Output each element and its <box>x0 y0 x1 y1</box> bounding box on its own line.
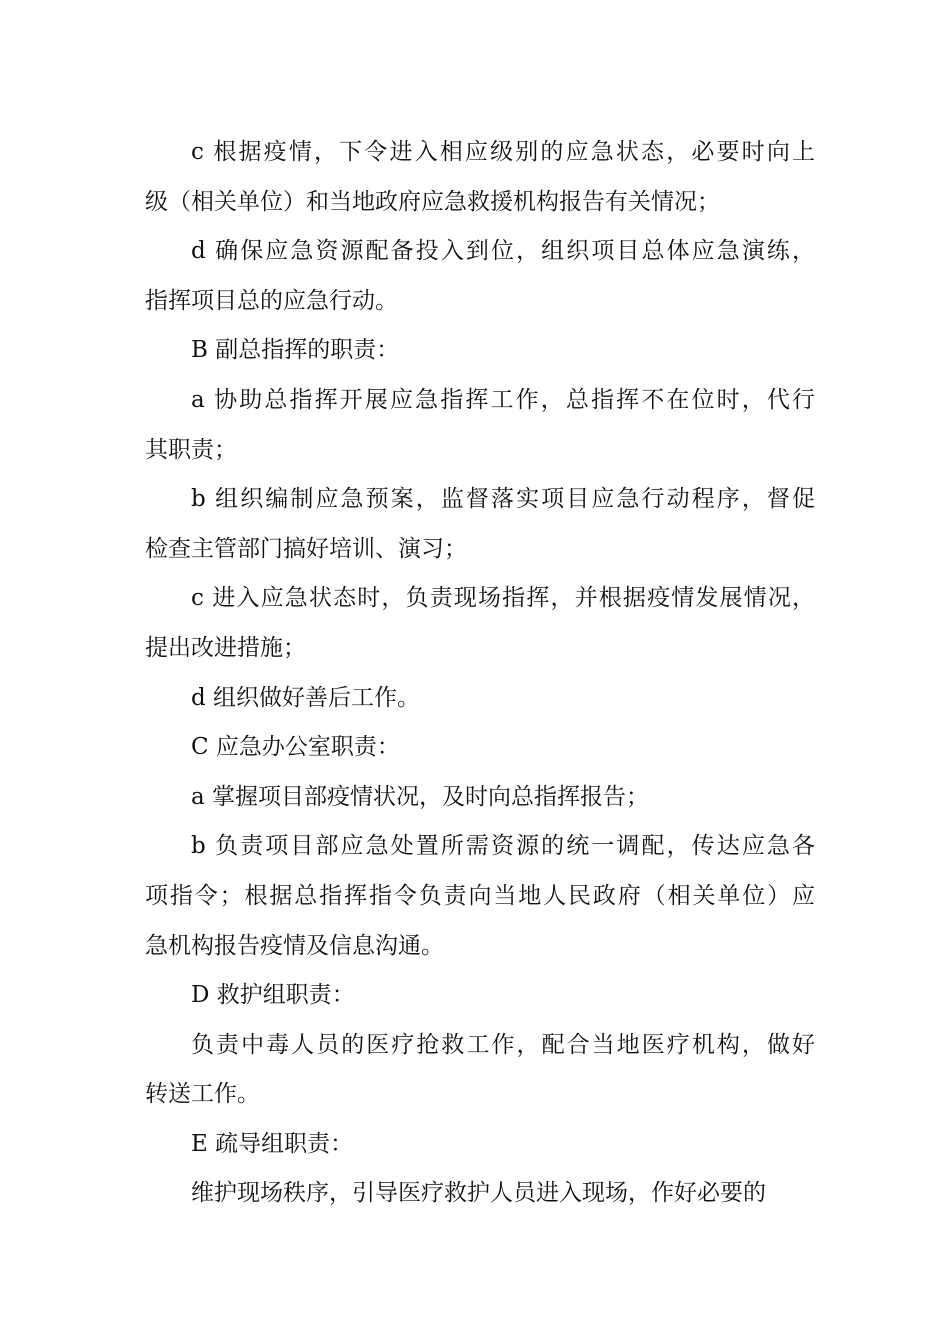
paragraph <box>145 822 815 971</box>
document-body <box>145 128 815 1219</box>
paragraph-line: 维护现场秩序，引导医疗救护人员进入现场，作好必要的 <box>191 1180 766 1207</box>
paragraph-line: c 进入应急状态时，负责现场指挥，并根据疫情发展情况， <box>191 585 815 612</box>
paragraph-line: 级（相关单位）和当地政府应急救援机构报告有关情况； <box>145 188 720 215</box>
paragraph-line: d 确保应急资源配备投入到位，组织项目总体应急演练， <box>191 238 815 265</box>
paragraph-line: C 应急办公室职责： <box>191 734 400 761</box>
paragraph <box>145 376 815 475</box>
paragraph <box>145 128 815 227</box>
paragraph <box>145 971 815 1021</box>
paragraph-line: b 负责项目部应急处置所需资源的统一调配，传达应急各 <box>191 833 815 860</box>
paragraph-line: a 掌握项目部疫情状况，及时向总指挥报告； <box>191 783 650 810</box>
paragraph-line: 其职责； <box>145 436 237 463</box>
paragraph-line: b 组织编制应急预案，监督落实项目应急行动程序，督促 <box>191 486 815 513</box>
paragraph <box>145 1169 815 1219</box>
paragraph-line: a 协助总指挥开展应急指挥工作，总指挥不在位时，代行 <box>191 386 815 413</box>
paragraph-line: c 根据疫情，下令进入相应级别的应急状态，必要时向上 <box>191 139 815 165</box>
paragraph-line: D 救护组职责： <box>191 982 355 1009</box>
paragraph-line: d 组织做好善后工作。 <box>191 684 421 711</box>
paragraph <box>145 227 815 326</box>
paragraph <box>145 674 815 724</box>
paragraph-line: 负责中毒人员的医疗抢救工作，配合当地医疗机构，做好 <box>191 1031 815 1058</box>
paragraph <box>145 723 815 773</box>
paragraph <box>145 326 815 376</box>
paragraph-line: E 疏导组职责： <box>191 1130 354 1157</box>
paragraph-line: 项指令；根据总指挥指令负责向当地人民政府（相关单位）应 <box>145 882 815 909</box>
paragraph <box>145 574 815 673</box>
paragraph-line: 指挥项目总的应急行动。 <box>145 287 398 314</box>
paragraph <box>145 1120 815 1170</box>
paragraph <box>145 475 815 574</box>
paragraph-line: B 副总指挥的职责： <box>191 337 400 364</box>
paragraph-line: 检查主管部门搞好培训、演习； <box>145 535 467 562</box>
paragraph-line: 急机构报告疫情及信息沟通。 <box>145 932 444 959</box>
paragraph-line: 转送工作。 <box>145 1081 260 1108</box>
paragraph <box>145 773 815 823</box>
paragraph-line: 提出改进措施； <box>145 634 306 661</box>
paragraph <box>145 1021 815 1120</box>
